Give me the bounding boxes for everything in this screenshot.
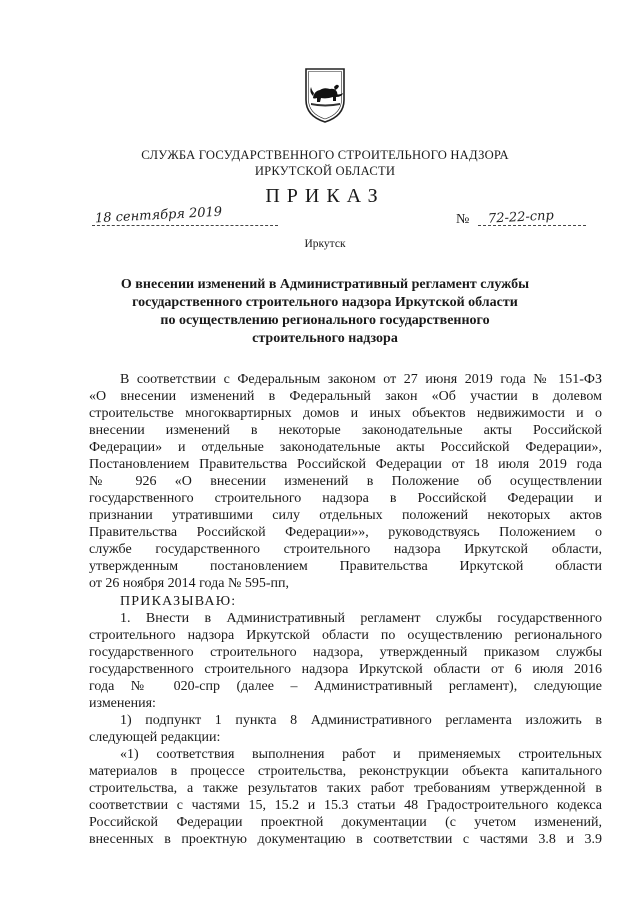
body-line: Постановлением Правительства Российской Федерации от 18 июля 2019 года (89, 457, 602, 472)
body-line: государственного строительного надзора Иркутской области от 6 июля 2016 (89, 662, 602, 677)
body-line: утвержденным постановлением Правительства Иркутской области (89, 559, 602, 574)
body-line: 1. Внести в Административный регламент службы государственного (120, 611, 602, 626)
body-line: «1) соответствия выполнения работ и применяемых строительных (120, 747, 602, 762)
body-line: государственного строительного надзора в Российской Федерации и (89, 491, 602, 506)
body-line: государственного строительного надзора, утвержденный приказом службы (89, 645, 602, 660)
city-name: Иркутск (304, 238, 346, 250)
body-line: соответствии с частями 15, 15.2 и 15.3 статьи 48 Градостроительного кодекса (89, 798, 602, 813)
handwritten-date: 18 сентября 2019 (94, 204, 223, 227)
body-line: от 26 ноября 2014 года № 595-пп, (89, 576, 289, 591)
heading-line: О внесении изменений в Административный регламент службы (120, 277, 530, 292)
heading-line: государственного строительного надзора Иркутской области (132, 295, 518, 310)
body-line: внесении изменений в некоторые законодательные акты Российской (89, 423, 602, 438)
body-line: строительстве многоквартирных домов и иных объектов недвижимости и о (89, 406, 602, 421)
body-line: Федерации» и отдельные законодательные акты Российской Федерации», (89, 440, 602, 455)
handwritten-number: 72-22-спр (487, 208, 555, 227)
heading-line: строительного надзора (252, 331, 398, 346)
agency-name-line2: ИРКУТСКОЙ ОБЛАСТИ (254, 164, 396, 178)
body-line: строительства, а также результатов таких работ требованиям утвержденной в (89, 781, 602, 796)
heading-line: по осуществлению регионального государственного (160, 313, 490, 328)
agency-name-line1: СЛУЖБА ГОСУДАРСТВЕННОГО СТРОИТЕЛЬНОГО НАДЗОРА (141, 148, 509, 162)
coat-of-arms-icon (303, 66, 347, 124)
body-line: изменения: (89, 696, 156, 711)
body-line: года № 020-спр (далее – Административный регламент), следующие (89, 679, 602, 694)
number-label: № (456, 212, 470, 227)
body-line: службе государственного строительного надзора Иркутской области, (89, 542, 602, 557)
body-line: внесенных в проектную документацию в соответствии с частями 3.8 и 3.9 (89, 832, 602, 847)
body-line: «О внесении изменений в Федеральный закон «Об участии в долевом (89, 389, 602, 404)
body-line: следующей редакции: (89, 730, 221, 745)
body-line: № 926 «О внесении изменений в Положение об осуществлении (89, 474, 602, 489)
body-line: В соответствии с Федеральным законом от 27 июня 2019 года № 151-ФЗ (120, 372, 602, 387)
body-line: строительного надзора Иркутской области по осуществлению регионального (89, 628, 602, 643)
document-type-title: ПРИКАЗ (265, 185, 385, 207)
body-line: Правительства Российской Федерации»», руководствуясь Положением о (89, 525, 602, 540)
body-line: признании утратившими силу отдельных положений некоторых актов (89, 508, 602, 523)
date-underline (92, 225, 278, 226)
body-line: материалов в процессе строительства, реконструкции объекта капитального (89, 764, 602, 779)
body-line: 1) подпункт 1 пункта 8 Административного регламента изложить в (120, 713, 602, 728)
order-directive: ПРИКАЗЫВАЮ: (120, 594, 237, 609)
body-line: Российской Федерации проектной документации (с учетом изменений, (89, 815, 602, 830)
